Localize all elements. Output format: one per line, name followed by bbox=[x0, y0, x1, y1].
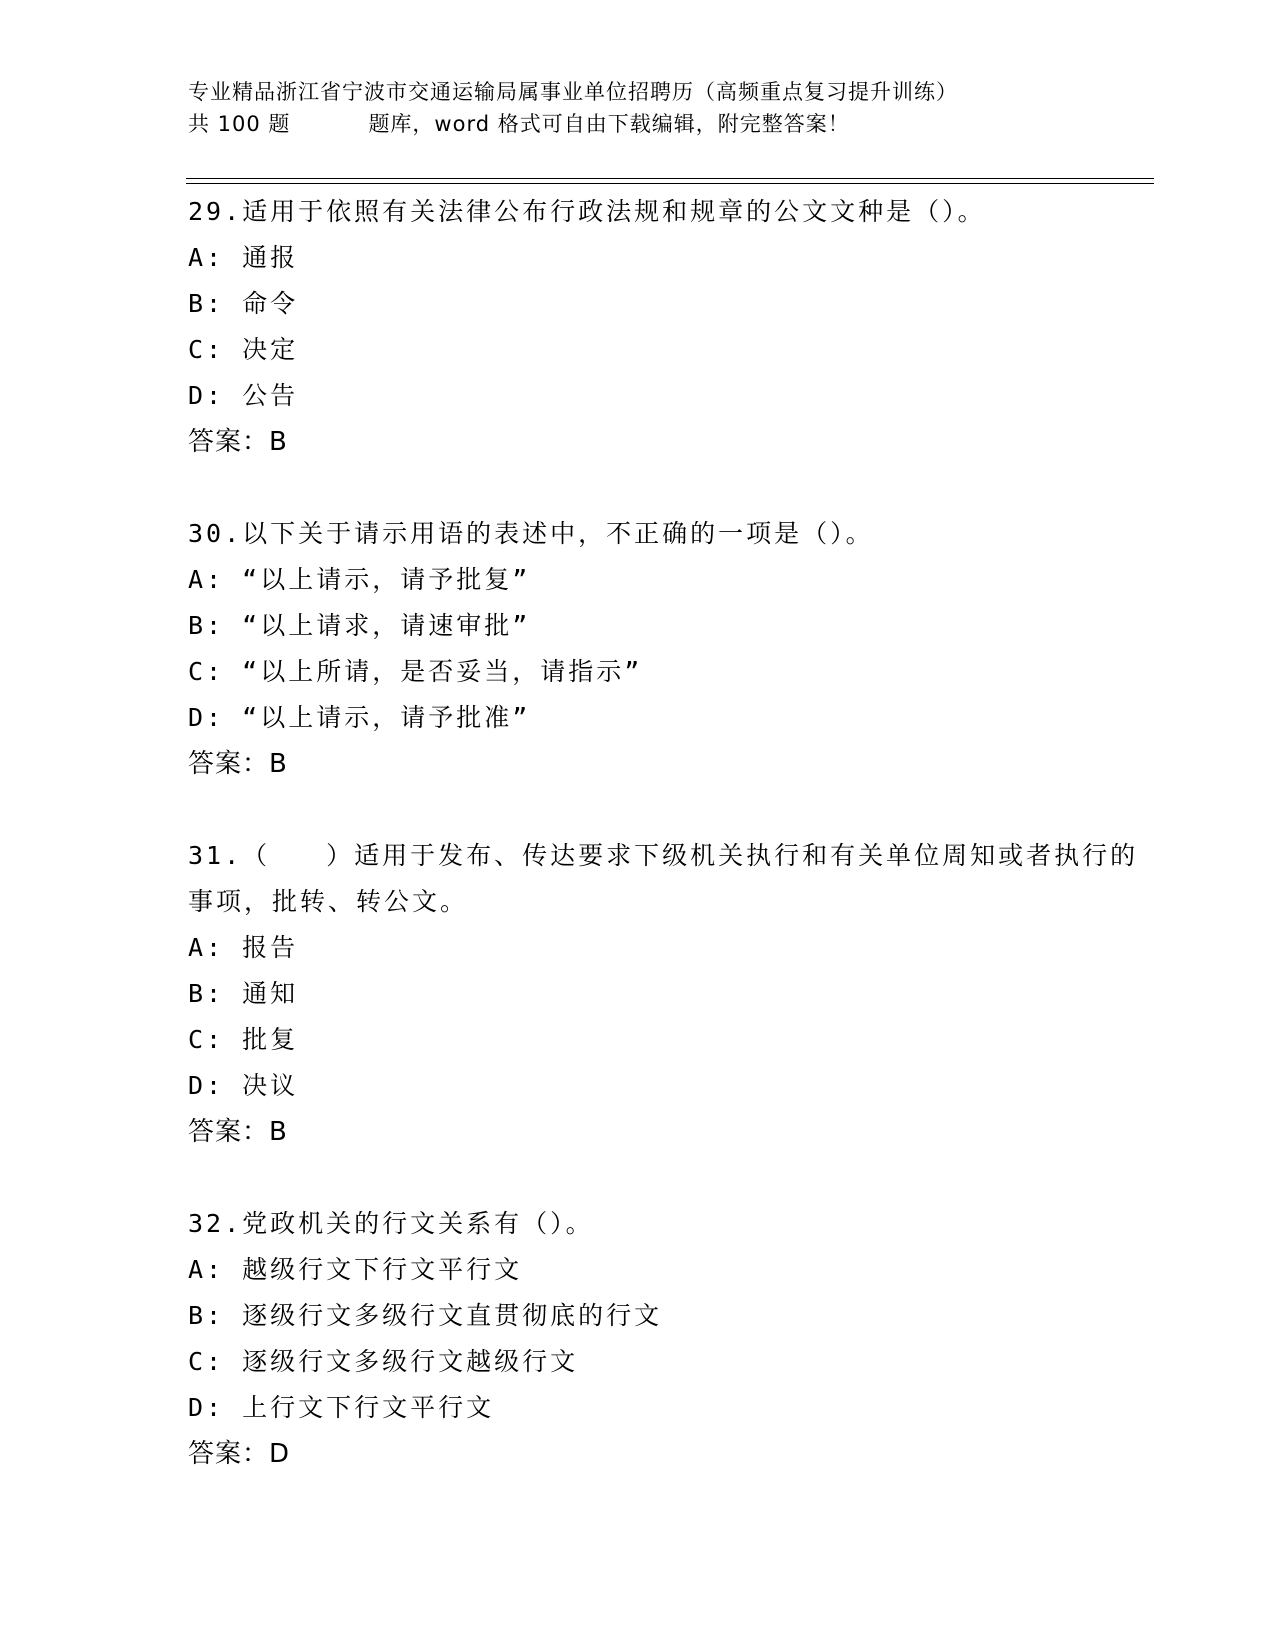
question-list bbox=[188, 189, 1148, 1477]
option-b: B: 命令 bbox=[188, 289, 299, 318]
option-d: D: 公告 bbox=[188, 381, 299, 410]
header-divider-top bbox=[186, 178, 1154, 179]
question-stem: 32.党政机关的行文关系有（）。 bbox=[188, 1209, 594, 1238]
header-question-count: 共 100 题 bbox=[188, 112, 291, 136]
option-c: C: 决定 bbox=[188, 335, 299, 364]
option-d: D: 上行文下行文平行文 bbox=[188, 1393, 495, 1422]
header-title: 专业精品浙江省宁波市交通运输局属事业单位招聘历（高频重点复习提升训练） bbox=[188, 80, 958, 104]
header-description: 题库，word 格式可自由下载编辑，附完整答案！ bbox=[368, 112, 850, 136]
question-spacer bbox=[188, 1155, 1148, 1201]
option-b: B: 通知 bbox=[188, 979, 299, 1008]
answer-line: 答案：D bbox=[188, 1439, 291, 1469]
option-c: C: 逐级行文多级行文越级行文 bbox=[188, 1347, 579, 1376]
answer-line: 答案：B bbox=[188, 1117, 288, 1147]
answer-line: 答案：B bbox=[188, 427, 288, 457]
question-stem: 29.适用于依照有关法律公布行政法规和规章的公文文种是（）。 bbox=[188, 197, 986, 226]
question-stem: 30.以下关于请示用语的表述中，不正确的一项是（）。 bbox=[188, 519, 874, 548]
option-b: B: 逐级行文多级行文直贯彻底的行文 bbox=[188, 1301, 663, 1330]
document-header bbox=[188, 76, 1148, 140]
option-a: A: 报告 bbox=[188, 933, 299, 962]
option-a: A: “以上请示，请予批复” bbox=[188, 565, 531, 594]
question-spacer bbox=[188, 465, 1148, 511]
question-stem: 31.（ ）适用于发布、传达要求下级机关执行和有关单位周知或者执行的事项，批转、转公文。 bbox=[188, 841, 1139, 916]
answer-line: 答案：B bbox=[188, 749, 288, 779]
header-subtitle bbox=[188, 108, 1148, 140]
question-30 bbox=[188, 511, 1148, 787]
option-c: C: “以上所请，是否妥当，请指示” bbox=[188, 657, 643, 686]
option-a: A: 通报 bbox=[188, 243, 299, 272]
question-29 bbox=[188, 189, 1148, 465]
option-d: D: 决议 bbox=[188, 1071, 299, 1100]
option-b: B: “以上请求，请速审批” bbox=[188, 611, 531, 640]
option-a: A: 越级行文下行文平行文 bbox=[188, 1255, 523, 1284]
option-c: C: 批复 bbox=[188, 1025, 299, 1054]
question-spacer bbox=[188, 787, 1148, 833]
option-d: D: “以上请示，请予批准” bbox=[188, 703, 531, 732]
header-divider-bottom bbox=[186, 183, 1154, 184]
question-31 bbox=[188, 833, 1148, 1155]
question-32 bbox=[188, 1201, 1148, 1477]
